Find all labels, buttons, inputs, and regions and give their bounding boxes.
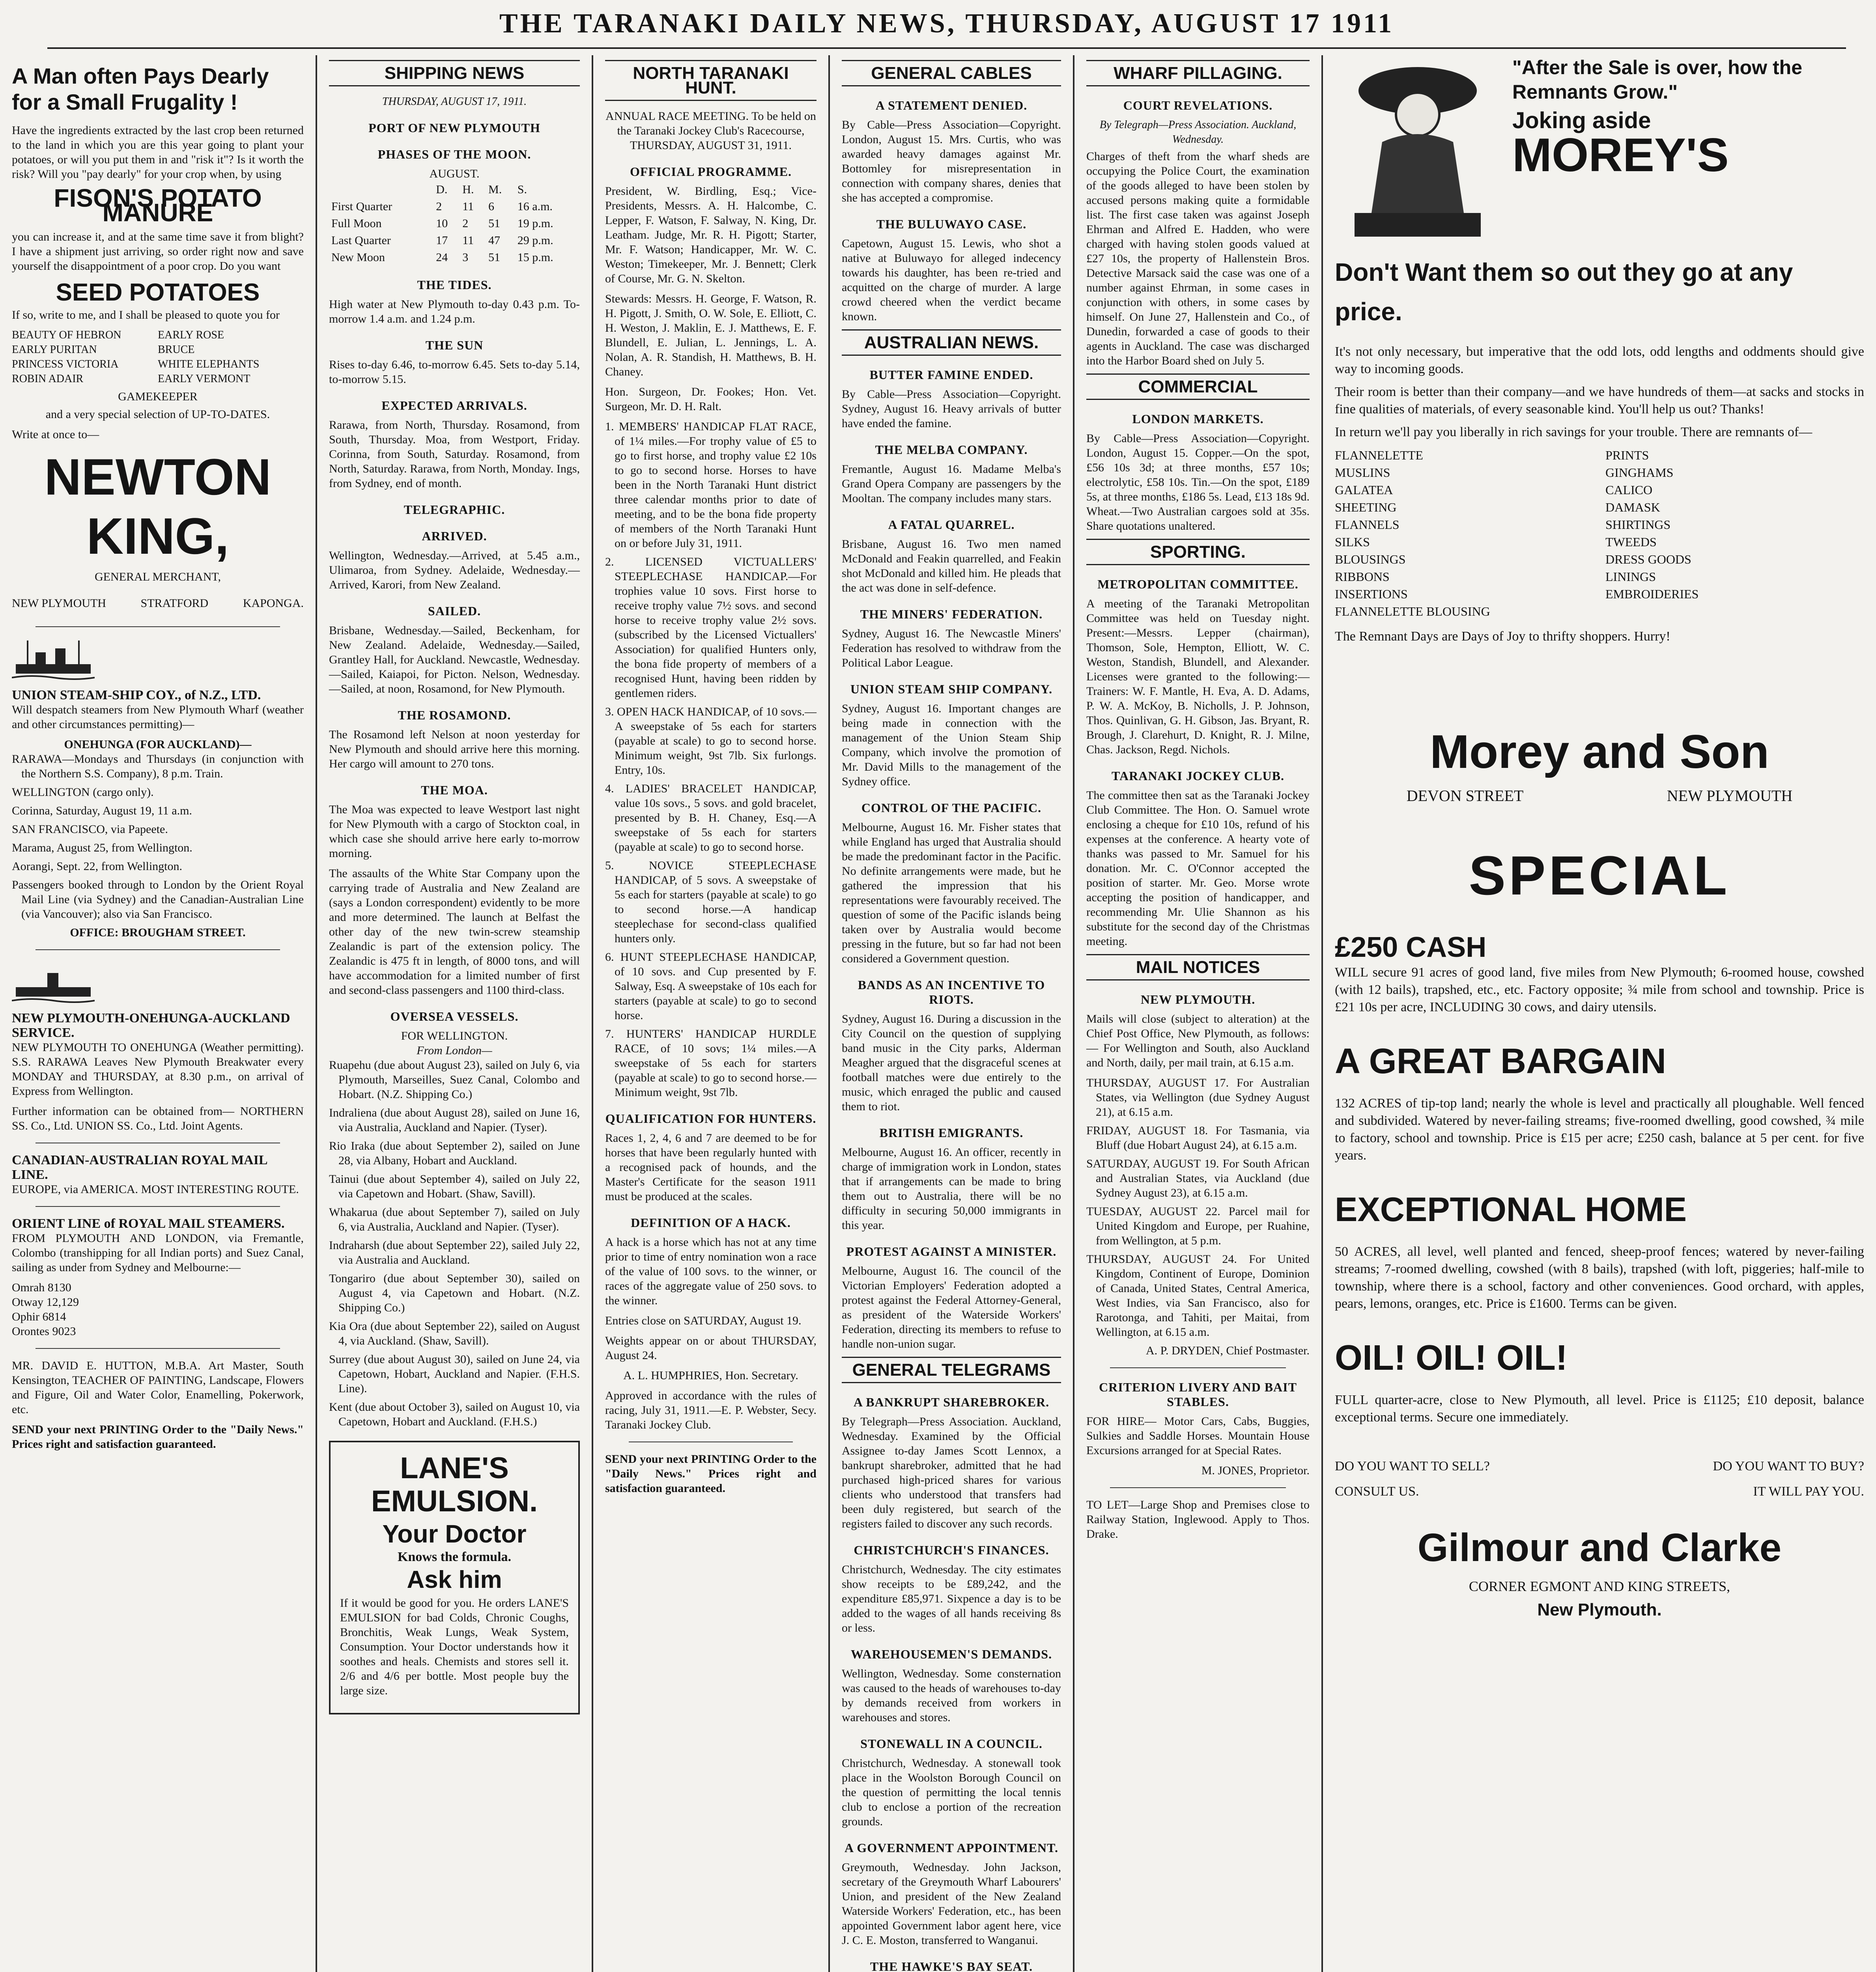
subheading: THE ROSAMOND. [398,708,511,722]
variety: PRINCESS VICTORIA [12,358,119,370]
special-heading: SPECIAL [1469,844,1730,906]
list-item: RIBBONS [1335,570,1390,584]
moon-month: AUGUST. [429,167,480,180]
list-item: LININGS [1605,570,1656,584]
variety: BRUCE [158,344,195,356]
article-body: Melbourne, August 16. An officer, recently in charge of immigration work in London, states that if arrangements can be made to bring them out to Australia, there will be no difficulty in securing 50,000 immigrants in this year. [842,1146,1061,1232]
moreys-header [1335,55,1864,245]
subheading: CRITERION LIVERY AND BAIT STABLES. [1099,1380,1297,1409]
lane-title: LANE'S EMULSION. [371,1451,538,1518]
article-body: Entries close on SATURDAY, August 19. [605,1314,802,1327]
list-item: INSERTIONS [1335,587,1408,601]
list-item: THURSDAY, AUGUST 17. For Australian States, via Wellington (due Sydney August 21), at 6.15 a.m. [1086,1076,1310,1119]
subheading: OFFICIAL PROGRAMME. [630,164,792,179]
column-hunt [593,55,828,1972]
article-body: Weights appear on or about THURSDAY, August 24. [605,1334,817,1362]
list-item: FLANNELETTE [1335,448,1423,462]
orient-ships [12,1280,304,1339]
remnant-list [1335,446,1864,620]
table-row: Otway 12,129 [12,1296,79,1309]
table-row: Last Quarter 17 11 47 29 p.m. [331,234,553,247]
newton-king-name: NEWTON KING, [44,448,271,565]
article-body: Sydney, August 16. Important changes are being made in connection with the management of the Union Steam Ship Company, which involve the promotion of Mr. David Mills to the management of the Sydney office. [842,702,1061,788]
table-row: Orontes 9023 [12,1325,76,1338]
list-item: Surrey (due about August 30), sailed on June 24, via Capetown, Hobart, Auckland and Napier. (F.H.S. Line). [329,1353,580,1395]
gilmour-name: Gilmour and Clarke [1417,1526,1782,1570]
variety: BEAUTY OF HEBRON [12,329,121,341]
list-item: SHEETING [1335,500,1397,514]
dont-want-headline: Don't Want them so out they go at any price. [1335,258,1793,326]
list-item: DRESS GOODS [1605,552,1691,566]
article-body: Wellington, Wednesday. Some consternation was caused to the heads of warehouses to-day by demands received from workers in warehouses and stores. [842,1667,1061,1724]
article-body: FOR HIRE— Motor Cars, Cabs, Buggies, Sulkies and Saddle Horses. Mountain House Excursions arranged for at Special Rates. [1086,1415,1310,1457]
subheading: BUTTER FAMINE ENDED. [869,368,1033,382]
ad-body: FULL quarter-acre, close to New Plymouth, all level. Price is £1125; £10 deposit, balance exceptional terms. Secure one immediately. [1335,1393,1864,1425]
ad-body: The Remnant Days are Days of Joy to thrifty shoppers. Hurry! [1335,629,1670,644]
list-item: GALATEA [1335,483,1393,497]
printing-ad: SEND your next PRINTING Order to the "Daily News." Prices right and satisfaction guaranteed. [605,1453,817,1495]
lanes-emulsion-ad [329,1441,580,1714]
steamship-icon [12,637,95,684]
lane-body: If it would be good for you. He orders LANE'S EMULSION for bad Colds, Chronic Coughs, Bronchitis, Weak Lungs, Weak System, Consumption. Your Doctor understands how it soothes and heals. Chemists and stores sell it. 2/6 and 4/6 per bottle. Most people buy the large size. [340,1597,569,1697]
list-item: Tainui (due about September 4), sailed on July 22, via Capetown and Hobart. (Shaw, Savill). [329,1173,580,1200]
article-body: The assaults of the White Star Company upon the carrying trade of Australia and New Zealand are (says a London correspondent) evidently to be more and more determined. The launch at Belfast the other day of the new twin-screw steamship Zealandic is part of the extension policy. The Zealandic is 475 ft in length, of 8000 tons, and will have accommodation for a limited number of first and second-class passengers and 1100 third-class. [329,867,580,997]
list-item: FRIDAY, AUGUST 18. For Tasmania, via Bluff (due Hobart August 24), at 6.15 a.m. [1086,1124,1310,1152]
subheading: THE MOA. [421,783,488,797]
article-body: Charges of theft from the wharf sheds are occupying the Police Court, the examination of the goods alleged to have been stolen by accused persons making quite a formidable list. The first case taken was against Joseph Ehrman and Alfred E. Hadden, who were charged with having stolen goods valued at £27 10s, the property of Hallenstein Bros. Detective Marsack said the case was one of a number against Ehrman, in some cases in conjunction with others, in some cases by himself. On June 27, Hallenstein and Co., of Dunedin, forwarded a case of goods to their agents in Auckland. The case was discharged into the Harbor Board shed on July 5. [1086,150,1310,367]
race-list [605,419,817,1100]
article-body: By Cable—Press Association—Copyright. Sydney, August 16. Heavy arrivals of butter have ended the famine. [842,388,1061,430]
list-item: Rio Iraka (due about September 2), sailed on June 28, via Albany, Hobart and Auckland. [329,1139,580,1167]
list-item: THURSDAY, AUGUST 24. For United Kingdom, Continent of Europe, Dominion of Canada, United States, Central America, West Indies, via San Francisco, also for Rarotonga, and Tahiti, per Maitai, from Wellington, at 6.15 a.m. [1086,1253,1310,1339]
article-body: Melbourne, August 16. Mr. Fisher states that while England has urged that Australia should be made the predominant factor in the Pacific. No definite arrangements were made, but he gathered the impression that his representations were favourably received. The question of some of the Pacific islands being taken over by Australia would become pressing in the future, but so far had not been considered a Government question. [842,821,1061,965]
subheading: SAILED. [428,604,481,618]
article-body: Fremantle, August 16. Madame Melba's Grand Opera Company are passengers by the Mooltan. The company includes many stars. [842,463,1061,505]
list-item: EMBROIDERIES [1605,587,1699,601]
morey-name: MOREY'S [1512,129,1729,181]
printing-ad: SEND your next PRINTING Order to the "Daily News." Prices right and satisfaction guaranteed. [12,1423,304,1451]
np-service-body-2: Further information can be obtained from— NORTHERN SS. Co., Ltd. UNION SS. Co., Ltd. Joint Agents. [12,1105,304,1132]
column-news [1074,55,1321,1972]
list-item: 4. LADIES' BRACELET HANDICAP, value 10s sovs., 5 sovs. and gold bracelet, presented by B. H. Chaney, Esq.—A sweepstake of 5s each for starters (payable at scale) to go to second horse. [605,782,817,853]
variety: ROBIN ADAIR [12,373,84,385]
article-body: Mails will close (subject to alteration) at the Chief Post Office, New Plymouth, as follows:— For Wellington and South, also Auckland and North, daily, per mail train, at 6.15 a.m. [1086,1012,1310,1069]
subheading: THE SUN [425,338,484,352]
union-body: Will despatch steamers from New Plymouth Wharf (weather and other circumstances permitting)— [12,703,304,731]
variety: WHITE ELEPHANTS [158,358,260,370]
list-item: MUSLINS [1335,465,1390,480]
orient-title: ORIENT LINE of ROYAL MAIL STEAMERS. [12,1216,285,1231]
list-item: 3. OPEN HACK HANDICAP, of 10 sovs.—A sweepstake of 5s each for starters (payable at scale) to go to second horse. Minimum weight, 9st 7lb. Six furlongs. Entry, 10s. [605,705,817,777]
subheading: A GOVERNMENT APPOINTMENT. [844,1841,1059,1855]
section-heading: COMMERCIAL [1086,373,1310,400]
list-item: PRINTS [1605,448,1649,462]
article-body: The Moa was expected to leave Westport last night for New Plymouth with a cargo of Stockton coal, in which case she should arrive here early to-morrow morning. [329,803,580,860]
from-london: From London— [417,1044,492,1057]
article-body: By Cable—Press Association—Copyright. London, August 15. Mrs. Curtis, who was awarded heavy damages against Mr. Bottomley for misrepresentation in connection with company shares, denies that she has accepted a compromise. [842,118,1061,204]
ad-body: 50 ACRES, all level, well planted and fenced, sheep-proof fences; watered by never-failing streams; 7-roomed dwelling, cowshed (with 8 bails), trapshed (with loft, piggeries; half-mile to township, where there is a school, factory and other conveniences. Good orchard, with apples, pears, lemons, oranges, etc. Price is £1600. Terms can be given. [1335,1244,1864,1311]
table-row: Ophir 6814 [12,1310,66,1323]
article-body: Stewards: Messrs. H. George, F. Watson, R. H. Pigott, J. Smith, O. W. Sole, E. Elliott, C. H. Weston, J. Maklin, E. J. Matthews, E. F. Blundell, E. Julian, L. Jennings, L. A. Nolan, A. R. Standish, H. Matthews, B. H. Chaney. [605,292,817,378]
table-row: Full Moon 10 2 51 19 p.m. [331,217,553,230]
morey-joking: Joking aside [1512,108,1651,133]
subheading: THE HAWKE'S BAY SEAT. [870,1959,1033,1972]
canadian-body: EUROPE, via AMERICA. MOST INTERESTING ROUTE. [12,1183,299,1196]
seed-intro: If so, write to me, and I shall be pleased to quote you for [12,308,280,321]
list-item: Indraliena (due about August 28), sailed on June 16, via Australia, Auckland and Napier. (Tyser). [329,1106,580,1134]
list-item: TUESDAY, AUGUST 22. Parcel mail for United Kingdom and Europe, per Ruahine, from Wellington, at 5 p.m. [1086,1205,1310,1247]
general-merchant: GENERAL MERCHANT, [95,570,221,583]
article-body: TO LET—Large Shop and Premises close to Railway Station, Inglewood. Apply to Thos. Drake. [1086,1498,1310,1541]
article-body: Races 1, 2, 4, 6 and 7 are deemed to be for horses that have been regularly hunted with a recognised pack of hounds, and the Master's Certificate for the season 1911 must be produced at the scales. [605,1132,817,1203]
article-body: Approved in accordance with the rules of racing, July 31, 1911.—E. P. Webster, Secy. Taranaki Jockey Club. [605,1389,817,1431]
write-to: Write at once to— [12,428,99,441]
article-body: By Cable—Press Association—Copyright. London, August 15. Copper.—On the spot, £56 10s 3d; at three months, £57 10s; electrolytic, £58 10s. Tin.—On the spot, £189 5s, at three months, £186 5s. Lead, £13 18s 9d. Wheat.—Two Australian cargoes sold at 35s. Share quotations unaltered. [1086,432,1310,532]
fison-headline: A Man often Pays Dearly for a Small Frugality ! [12,63,269,114]
lane-tagline: Your Doctor [382,1520,527,1548]
list-item: SHIRTINGS [1605,517,1671,532]
mail-schedule [1086,1076,1310,1339]
article-body: A hack is a horse which has not at any time prior to time of entry nomination won a race of the value of 100 sovs. to the winner, or races of the aggregate value of 250 sovs. to the winner. [605,1236,817,1307]
list-item: Marama, August 25, from Wellington. [12,841,192,854]
subheading: UNION STEAM SHIP COMPANY. [850,682,1053,696]
list-item: Kia Ora (due about September 22), sailed on August 4, via Auckland. (Shaw, Savill). [329,1320,580,1347]
subheading: METROPOLITAN COMMITTEE. [1097,577,1299,591]
subheading: BANDS AS AN INCENTIVE TO RIOTS. [858,978,1045,1007]
list-item: BLOUSINGS [1335,552,1406,566]
subheading: PROTEST AGAINST A MINISTER. [846,1244,1057,1259]
list-item: 6. HUNT STEEPLECHASE HANDICAP, of 10 sovs. and Cup presented by F. Salway, Esq. A sweepstake of 10s each for starters (payable at scale) to go to second horse. [605,951,817,1022]
np-service-title: NEW PLYMOUTH-ONEHUNGA-AUCKLAND SERVICE. [12,1011,290,1040]
list-item: Indraharsh (due about September 22), sailed July 22, via Australia and Auckland. [329,1239,580,1266]
article-body: Brisbane, Wednesday.—Sailed, Beckenham, for New Zealand. Adelaide, Wednesday.—Sailed, Grantley Hall, for Auckland. Newcastle, Wednesday.—Sailed, Kaiapoi, for Picton. Nelson, Wednesday.—Sailed, at noon, Rosamond, for New Plymouth. [329,624,580,695]
address-part: NEW PLYMOUTH [1667,787,1793,805]
ad-body: WILL secure 91 acres of good land, five miles from New Plymouth; 6-roomed house, cowshed (with 12 bails), trapshed, etc., etc. Factory opposite; ¾ mile from school and township. Price is £21 10s per acre, INCLUDING 30 cows, and dairy utensils. [1335,965,1864,1014]
place: STRATFORD [140,597,209,610]
hutton-ad: MR. DAVID E. HUTTON, M.B.A. Art Master, South Kensington, TEACHER OF PAINTING, Landscape, Flowers and Figure, Oil and Water Color, Enamelling, Pokerwork, etc. [12,1359,304,1416]
subheading: TELEGRAPHIC. [404,502,505,517]
ad-body: In return we'll pay you liberally in rich savings for your trouble. There are remnants of— [1335,425,1812,439]
subheading: FOR WELLINGTON. [401,1029,508,1042]
pay-you: IT WILL PAY YOU. [1753,1484,1864,1499]
subheading: QUALIFICATION FOR HUNTERS. [605,1111,817,1126]
subheading: OVERSEA VESSELS. [390,1009,519,1023]
section-heading: MAIL NOTICES [1086,954,1310,980]
section-heading: SPORTING. [1086,539,1310,565]
list-item: 1. MEMBERS' HANDICAP FLAT RACE, of 1¼ miles.—For trophy value of £5 to go to first horse, and trophy value £2 10s to go to second horse. Horses to have been in the North Taranaki Hunt district three calendar months prior to date of meeting, and to be the bona fide property of members of the North Taranaki Hunt on or before July 31, 1911. [605,420,817,550]
variety: EARLY PURITAN [12,344,97,356]
onehunga-head: ONEHUNGA (FOR AUCKLAND)— [64,738,252,751]
subheading: A FATAL QUARREL. [888,517,1015,532]
steamship-icon [12,960,95,1007]
subheading: DEFINITION OF A HACK. [631,1216,791,1230]
list-item: CALICO [1605,483,1653,497]
column-cables [830,55,1073,1972]
sell-question: DO YOU WANT TO SELL? [1335,1459,1490,1473]
potato-varieties [12,328,304,386]
gilmour-address: CORNER EGMONT AND KING STREETS, [1469,1578,1730,1594]
list-item: SAN FRANCISCO, via Papeete. [12,823,168,836]
table-row: First Quarter 2 11 6 16 a.m. [331,200,553,213]
home-heading: EXCEPTIONAL HOME [1335,1191,1687,1229]
subheading: PORT OF NEW PLYMOUTH [368,121,540,135]
section-heading: AUSTRALIAN NEWS. [842,329,1061,356]
list-item: 5. NOVICE STEEPLECHASE HANDICAP, of 5 sovs. A sweepstake of 5s each for starters (payable at scale) to go to second horse.—A handicap steeplechase for second-class qualified hunters only. [605,859,817,945]
hunt-intro: ANNUAL RACE MEETING. To be held on the Taranaki Jockey Club's Racecourse, THURSDAY, AUGUST 31, 1911. [605,110,816,152]
subheading: ARRIVED. [422,529,487,543]
variety: EARLY ROSE [158,329,224,341]
oil-heading: OIL! OIL! OIL! [1335,1338,1568,1378]
list-item: Whakarua (due about September 7), sailed on July 6, via Australia, Auckland and Napier. (Tyser). [329,1206,580,1233]
buy-question: DO YOU WANT TO BUY? [1713,1459,1864,1473]
fison-body: Have the ingredients extracted by the last crop been returned to the land in which you are this year going to plant your potatoes, or will you put them in and "risk it"? Is it worth the risk? Will you "pay dearly" for your crop when, by using [12,124,304,181]
list-item: DAMASK [1605,500,1660,514]
moon-table [329,181,580,266]
union-office: OFFICE: BROUGHAM STREET. [70,926,246,939]
subheading: STONEWALL IN A COUNCIL. [860,1737,1043,1751]
section-heading: WHARF PILLAGING. [1086,60,1310,86]
column-advertising-right [1323,55,1876,1972]
fison-product: FISON'S POTATO MANURE [54,184,262,227]
signature: A. P. DRYDEN, Chief Postmaster. [1145,1344,1310,1357]
masthead: THE TARANAKI DAILY NEWS, THURSDAY, AUGUST 17 1911 [47,0,1846,49]
orient-body: FROM PLYMOUTH AND LONDON, via Fremantle, Colombo (transhipping for all Indian ports) and Suez Canal, sailing as under from Sydney and Melbourne:— [12,1232,304,1274]
dateline: THURSDAY, AUGUST 17, 1911. [382,95,527,108]
dateline: By Telegraph—Press Association. Auckland, Wednesday. [1099,119,1297,146]
morey-quote: "After the Sale is over, how the Remnants Grow." [1512,56,1803,103]
section-heading: NORTH TARANAKI HUNT. [605,60,817,101]
list-item: WELLINGTON (cargo only). [12,786,154,799]
article-body: Rarawa, from North, Thursday. Rosamond, from South, Thursday. Moa, from Westport, Friday. Corinna, from South, Saturday. Rosamond, from North, Saturday. Rarawa, from North, Monday. Ings, from Sydney, end of month. [329,418,580,490]
subheading: A BANKRUPT SHAREBROKER. [853,1395,1050,1409]
list-item: SATURDAY, AUGUST 19. For South African and Australian States, via Auckland (due Sydney August 23), at 6.15 a.m. [1086,1157,1310,1199]
table-row: Omrah 8130 [12,1281,71,1294]
column-ads-left [0,55,316,1972]
ad-body: Their room is better than their company—and we have hundreds of them—at sacks and stocks in fine qualities of materials, of every seasonable kind. You'll help us out? Thanks! [1335,385,1864,416]
place: KAPONGA. [243,597,304,610]
list-item: SILKS [1335,535,1370,549]
table-row: D. H. M. S. [436,183,527,196]
selection-note: and a very special selection of UP-TO-DATES. [45,408,270,421]
list-item: Aorangi, Sept. 22, from Wellington. [12,860,182,873]
morey-firm: Morey and Son [1429,725,1769,778]
subheading: A STATEMENT DENIED. [875,98,1028,112]
article-body: High water at New Plymouth to-day 0.43 p.m. To-morrow 1.4 a.m. and 1.24 p.m. [329,298,580,325]
address-part: DEVON STREET [1406,787,1524,805]
consult-row [1335,1483,1864,1500]
article-body: Sydney, August 16. During a discussion in the City Council on the question of supplying band music in the City parks, Alderman Meagher argued that the disgraceful scenes at football matches were due entirely to the music, which enraged the public and caused them to riot. [842,1012,1061,1113]
ad-body: It's not only necessary, but imperative that the odd lots, odd lengths and oddments should give way to incoming goods. [1335,344,1864,376]
article-body: Hon. Surgeon, Dr. Fookes; Hon. Vet. Surgeon, Mr. D. H. Ralt. [605,385,817,413]
list-item: Passengers booked through to London by the Orient Royal Mail Line (via Sydney) and the Canadian-Australian Line (via Vancouver); also via San Francisco. [12,878,304,921]
list-item: 2. LICENSED VICTUALLERS' STEEPLECHASE HANDICAP.—For trophies value 10 sovs. First horse to receive trophy value 7½ sovs. and second horse to receive trophy value 2½ sovs. (subscribed by the Licensed Victuallers' Association) for qualified Hunters only, the bona fide property of members of a recognised Hunt, having been ridden by gentlemen riders. [605,555,817,700]
np-service-body: NEW PLYMOUTH TO ONEHUNGA (Weather permitting). S.S. RARAWA Leaves New Plymouth Breakwater every MONDAY and THURSDAY, at 8.30 p.m., on arrival of Express from Wellington. [12,1041,304,1098]
places-row [12,596,304,611]
variety: GAMEKEEPER [118,390,198,403]
article-body: Brisbane, August 16. Two men named McDonald and Feakin quarrelled, and Feakin shot McDonald and killed him. He pleads that the act was done in self-defence. [842,538,1061,594]
union-title: UNION STEAM-SHIP COY., of N.Z., LTD. [12,688,261,702]
cash-heading: £250 CASH [1335,932,1487,963]
signature: A. L. HUMPHRIES, Hon. Secretary. [623,1369,798,1382]
subheading: LONDON MARKETS. [1132,412,1264,426]
list-item: FLANNELS [1335,517,1400,532]
subheading: CHRISTCHURCH'S FINANCES. [854,1543,1049,1557]
article-body: A meeting of the Taranaki Metropolitan Committee was held on Tuesday night. Present:—Messrs. Lepper (chairman), Thomson, Sole, Hempton, Elliott, W. C. Weston, Standish, Blundell, and Alexander. Licenses were granted to the following:—Trainers: W. F. Mantle, H. Eva, A. D. Adams, P. W. A. McKoy, B. Nicholls, J. P. Johnson, Thos. Quinlivan, G. H. Gibson, Jas. Bryant, R. Brough, J. Clarehurt, D. Knight, R. J. Milne, Chas. Jackson, Regd. Nichols. [1086,597,1310,756]
gilmour-city: New Plymouth. [1537,1600,1662,1619]
article-body: Sydney, August 16. The Newcastle Miners' Federation has resolved to withdraw from the Political Labor League. [842,627,1061,669]
article-body: Christchurch, Wednesday. A stonewall took place in the Woolston Borough Council on the question of permitting the local tennis club to enclose a portion of the recreation grounds. [842,1757,1061,1828]
subheading: CONTROL OF THE PACIFIC. [861,801,1042,815]
subheading: THE MELBA COMPANY. [875,443,1028,457]
subheading: THE MINERS' FEDERATION. [860,607,1043,621]
subheading: WAREHOUSEMEN'S DEMANDS. [850,1647,1052,1661]
lane-ask: Ask him [407,1566,502,1593]
list-item: Kent (due about October 3), sailed on August 10, via Capetown, Hobart and Auckland. (F.H.S.) [329,1401,580,1428]
section-heading: GENERAL CABLES [842,60,1061,86]
article-body: The Rosamond left Nelson at noon yesterday for New Plymouth and should arrive here this morning. Her cargo will amount to 270 tons. [329,728,580,770]
article-body: President, W. Birdling, Esq.; Vice-Presidents, Messrs. A. H. Halcombe, C. Lepper, F. Watson, F. Salway, N. King, Dr. Leatham. Judge, Mr. R. H. Pigott; Starter, Mr. F. Watson; Handicapper, Mr. W. C. Weston; Timekeeper, Mr. J. Bennett; Clerk of Course, Mr. G. N. Skelton. [605,185,817,285]
subheading: TARANAKI JOCKEY CLUB. [1112,769,1284,783]
list-item: FLANNELETTE BLOUSING [1335,604,1490,618]
section-heading: GENERAL TELEGRAMS [842,1357,1061,1383]
subheading: EXPECTED ARRIVALS. [381,398,527,413]
bargain-heading: A GREAT BARGAIN [1335,1042,1666,1081]
lane-knows: Knows the formula. [397,1550,512,1564]
morey-address [1335,787,1864,805]
list-item: GINGHAMS [1605,465,1674,480]
subheading: COURT REVELATIONS. [1123,98,1273,112]
section-heading: SHIPPING NEWS [329,60,580,86]
subheading: THE TIDES. [417,278,492,292]
canadian-title: CANADIAN-AUSTRALIAN ROYAL MAIL LINE. [12,1153,267,1182]
vessel-list [329,1058,580,1429]
article-body: Melbourne, August 16. The council of the Victorian Employers' Federation adopted a protest against the Federal Attorney-General, as president of the Waterside Workers' Federation, directing its members to refuse to handle non-union sugar. [842,1264,1061,1350]
list-item: TWEEDS [1605,535,1657,549]
article-body: The committee then sat as the Taranaki Jockey Club Committee. The Hon. O. Samuel wrote enclosing a cheque for £10 10s, refund of his expenses at the conference. A hearty vote of thanks was passed to Mr. Samuel for his donation. Mr. C. O'Connor accepted the position of starter. Mr. Geo. Morse wrote accepting the position of handicapper, and recommending Mr. Ulie Shannon as his substitute for the second day of the Christmas meeting. [1086,789,1310,948]
list-item: RARAWA—Mondays and Thursdays (in conjunction with the Northern S.S. Company), 8 p.m. Train. [12,753,304,780]
article-body: Capetown, August 15. Lewis, who shot a native at Buluwayo for alleged indecency towards his daughter, has been re-tried and acquitted on the charge of murder. A large crowd cheered when the verdict became known. [842,237,1061,323]
variety: EARLY VERMONT [158,373,250,385]
subheading: NEW PLYMOUTH. [1140,992,1256,1007]
article-body: Wellington, Wednesday.—Arrived, at 5.45 a.m., Ulimaroa, from Sydney. Adelaide, Wednesday.—Arrived, Karori, from New Zealand. [329,549,580,591]
subheading: BRITISH EMIGRANTS. [879,1126,1024,1140]
ad-body: 132 ACRES of tip-top land; nearly the whole is level and practically all ploughable. Well fenced and subdivided. Watered by never-failing streams; five-roomed dwelling, good cowshed, ¾ mile to factory, school and township. Price is £15 per acre; £250 cash, balance at 5 per cent. for five years. [1335,1096,1864,1163]
sell-buy-row [1335,1458,1864,1475]
list-item: Corinna, Saturday, August 19, 11 a.m. [12,804,192,817]
fison-body-2: you can increase it, and at the same time save it from blight? I have a shipment just arriving, so order right now and save yourself the disappointment of a poor crop. Do you want [12,230,304,273]
list-item: Tongariro (due about September 30), sailed on August 4, via Capetown and Hobart. (N.Z. Shipping Co.) [329,1272,580,1314]
place: NEW PLYMOUTH [12,597,106,610]
column-shipping [317,55,592,1972]
signature: M. JONES, Proprietor. [1201,1464,1310,1477]
table-row: New Moon 24 3 51 15 p.m. [331,251,553,264]
article-body: Rises to-day 6.46, to-morrow 6.45. Sets to-day 5.14, to-morrow 5.15. [329,358,580,386]
union-sailings [12,752,304,921]
consult-us: CONSULT US. [1335,1484,1419,1499]
article-body: Greymouth, Wednesday. John Jackson, secretary of the Greymouth Wharf Labourers' Union, and president of the New Zealand Waterside Workers' Federation, etc., has been appointed Government labor agent here, vice J. C. E. Moston, transferred to Wanganui. [842,1861,1061,1947]
article-body: By Telegraph—Press Association. Auckland, Wednesday. Examined by the Official Assignee to-day James Scott Lennox, a bankrupt sharebroker, admitted that he had purchased high-priced shares for various clients who understood that transfers had been duly registered, but search of the registers failed to discover any such records. [842,1415,1061,1530]
list-item: 7. HUNTERS' HANDICAP HURDLE RACE, of 10 sovs; 1¼ miles.—A sweepstake of 5s each for starters (payable at scale) to go to second horse.—Minimum weight, 9st 7lb. [605,1027,817,1099]
seed-potatoes-title: SEED POTATOES [56,279,260,306]
joking-figure-icon [1335,55,1500,245]
subheading: PHASES OF THE MOON. [377,147,531,161]
article-body: Christchurch, Wednesday. The city estimates show receipts to be £89,242, and the expenditure £85,971. Sixpence a day is to be added to the wages of all hands receiving 8s or less. [842,1563,1061,1634]
list-item: Ruapehu (due about August 23), sailed on July 6, via Plymouth, Marseilles, Suez Canal, Colombo and Hobart. (N.Z. Shipping Co.) [329,1059,580,1101]
subheading: THE BULUWAYO CASE. [876,217,1027,231]
